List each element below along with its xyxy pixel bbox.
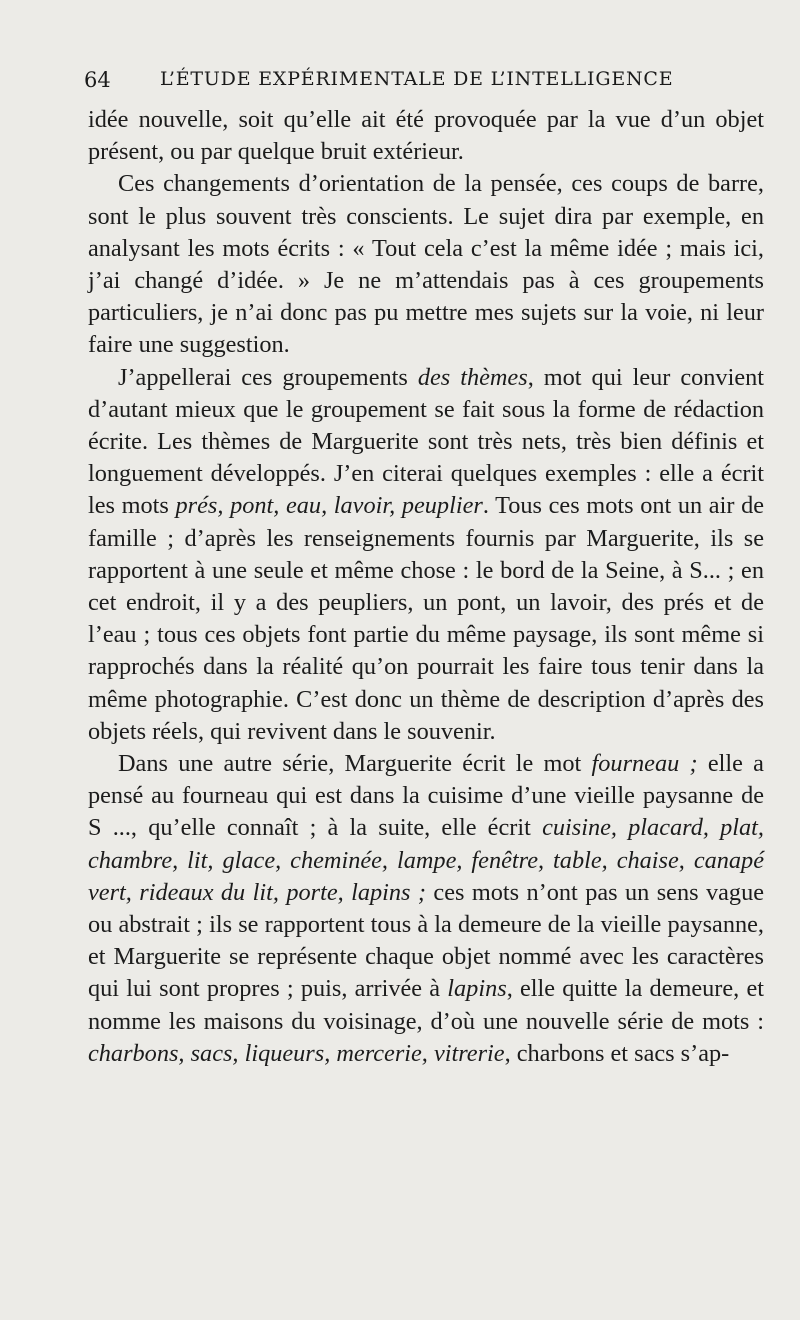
italic-text-run: des thèmes [417,363,528,391]
text-run: . Tous ces mots ont un air de famille ; d’après les renseignements fournis par Marguerite, ils se rapportent à une seule et même chose : le bord de la Seine, à S... ; en cet endroit, il y a des peupliers, un pont, un lavoir, des prés et de l’eau ; tous ces objets font partie du même paysage, ils sont même si rapprochés dans la réalité qu’on pourrait les faire tous tenir dans la même photographie. C’est donc un thème de description d’après des objets réels, qui revivent dans le souvenir. [88,492,765,745]
page-header [84,64,684,96]
text-run: , mot qui leur convient d’autant mieux que le groupement se fait sous la forme de rédaction écrite. Les thèmes de Marguerite sont très nets, très bien définis et longuement développés. J’en citerai quelques exemples : elle a écrit les mots [88,363,765,520]
paragraph-1 [88,104,764,168]
body-text [88,104,764,1070]
italic-text-run: lapins [447,975,507,1003]
italic-text-run: fourneau ; [591,750,698,778]
text-run: , elle quitte la demeure, et nomme les maisons du voisinage, d’où une nouvelle série de mots : [88,975,764,1035]
text-run: elle a pensé au fourneau qui est dans la cuisime d’une vieille paysanne de S ..., qu’elle connaît ; à la suite, elle écrit [88,750,764,842]
page-number: 64 [84,68,111,92]
italic-text-run: cuisine, placard, plat, chambre, lit, glace, cheminée, lampe, fenêtre, table, chaise, canapé vert, rideaux du lit, porte, lapins ; [88,814,764,906]
running-head: L’ÉTUDE EXPÉRIMENTALE DE L’INTELLIGENCE [160,68,674,90]
paragraph-2 [88,168,764,361]
paragraph-3 [88,362,764,748]
text-run: , charbons et sacs s’ap- [504,1039,730,1067]
paragraph-4 [88,748,764,1070]
text-run: ces mots n’ont pas un sens vague ou abstrait ; ils se rapportent tous à la demeure de la vieille paysanne, et Marguerite se représente chaque objet nommé avec les caractères qui lui sont propres ; puis, arrivée à [88,878,764,1003]
italic-text-run: prés, pont, eau, lavoir, peuplier [175,492,483,520]
text-run: Dans une autre série, Marguerite écrit le mot [118,750,592,778]
text-run: Ces changements d’orientation de la pensée, ces coups de barre, sont le plus souvent très conscients. Le sujet dira par exemple, en analysant les mots écrits : « Tout cela c’est la même idée ; mais ici, j’ai changé d’idée. » Je ne m’attendais pas à ces groupements particuliers, je n’ai donc pas pu mettre mes sujets sur la voie, ni leur faire une suggestion. [88,170,764,359]
text-run: idée nouvelle, soit qu’elle ait été provoquée par la vue d’un objet présent, ou par quelque bruit extérieur. [88,106,764,166]
italic-text-run: charbons, sacs, liqueurs, mercerie, vitrerie [88,1039,505,1067]
text-run: J’appellerai ces groupements [118,363,418,391]
